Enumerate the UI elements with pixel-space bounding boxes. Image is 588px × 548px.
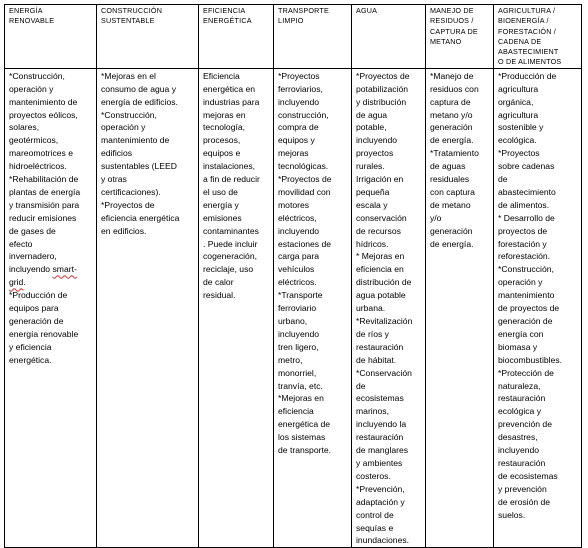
cell-paragraph: *Construcción, operación y mantenimiento de edificios sustentables (LEED y otras certificaciones). [101,109,177,197]
cell-paragraph: *Prevención, adaptación y control de sequías e inundaciones. [356,483,410,546]
cell-paragraph: *Proyectos de potabilización y distribución de agua potable, incluyendo proyectos rurales. Irrigación en pequeña escala y conservación de recursos hídricos. [356,70,410,249]
header-construccion-sustentable: CONSTRUCCIÓN SUSTENTABLE [97,5,199,69]
spellcheck-underlined-word: smart- grid [9,264,77,288]
cell-paragraph: *Construcción, operación y mantenimiento de proyectos de generación de energía con biomasa y biocombustibles. [498,264,563,365]
cell-paragraph: Eficiencia energética en industrias para mejoras en tecnología, procesos, equipos e instalaciones, a fin de reducir el uso de energía y emisiones contaminantes . Puede incluir cogeneración, reciclaje, uso de calor residual. [203,70,260,301]
header-row [5,5,582,69]
cell-agricultura-bioenergia [494,68,582,548]
cell-paragraph: *Producción de equipos para generación de energía renovable y eficiencia energética. [9,290,79,365]
header-energia-renovable: ENERGÍA RENOVABLE [5,5,97,69]
cell-energia-renovable [5,68,97,548]
header-agua: AGUA [352,5,426,69]
cell-paragraph: * Mejoras en eficiencia en distribución de agua potable urbana. [356,251,412,314]
cell-eficiencia-energetica [199,68,274,548]
cell-paragraph: *Proyectos sobre cadenas de abastecimiento de alimentos. [498,148,556,210]
cell-paragraph: *Construcción, operación y mantenimiento de proyectos eólicos, solares, geotérmicos, mareomotrices e hidroeléctricos. *Rehabilitación de plantas de energía y transmisión para reducir emisiones de gases de efecto invernadero, incluyendo smart- grid. [9,70,81,288]
cell-paragraph: *Proyectos de movilidad con motores eléctricos, incluyendo estaciones de carga para vehículos eléctricos. [278,174,332,288]
content-row [5,68,582,548]
green-sectors-table [4,4,582,548]
cell-paragraph: *Transporte ferroviario urbano, incluyendo tren ligero, metro, monorriel, tranvía, etc. [278,290,323,391]
cell-paragraph: *Conservación de ecosistemas marinos, incluyendo la restauración de manglares y ambientes costeros. [356,367,412,481]
cell-transporte-limpio [274,68,352,548]
cell-construccion-sustentable [97,68,199,548]
cell-paragraph: *Tratamiento de aguas residuales con captura de metano y/o generación de energía. [430,148,479,249]
cell-agua [352,68,426,548]
header-manejo-residuos: MANEJO DE RESIDUOS / CAPTURA DE METANO [426,5,494,69]
cell-paragraph: *Mejoras en el consumo de agua y energía de edificios. [101,70,178,107]
cell-paragraph: *Proyectos de eficiencia energética en edificios. [101,199,180,236]
cell-manejo-residuos [426,68,494,548]
header-transporte-limpio: TRANSPORTE LIMPIO [274,5,352,69]
cell-paragraph: *Proyectos ferroviarios, incluyendo construcción, compra de equipos y mejoras tecnológicas. [278,70,329,172]
cell-paragraph: *Manejo de residuos con captura de metano y/o generación de energía. [430,70,479,146]
cell-paragraph: *Protección de naturaleza, restauración ecológica y prevención de desastres, incluyendo restauración de ecosistemas y prevención de erosión de suelos. [498,367,558,520]
cell-paragraph: *Mejoras en eficiencia energética de los sistemas de transporte. [278,393,332,456]
header-eficiencia-energetica: EFICIENCIA ENERGÉTICA [199,5,274,69]
header-agricultura-bioenergia: AGRICULTURA / BIOENERGÍA / FORESTACIÓN / CADENA DE ABASTECIMIENT O DE ALIMENTOS [494,5,582,69]
cell-paragraph: *Producción de agricultura orgánica, agricultura sostenible y ecológica. [498,70,557,146]
cell-paragraph: *Revitalización de ríos y restauración de hábitat. [356,316,413,365]
cell-paragraph: * Desarrollo de proyectos de forestación y reforestación. [498,212,555,262]
